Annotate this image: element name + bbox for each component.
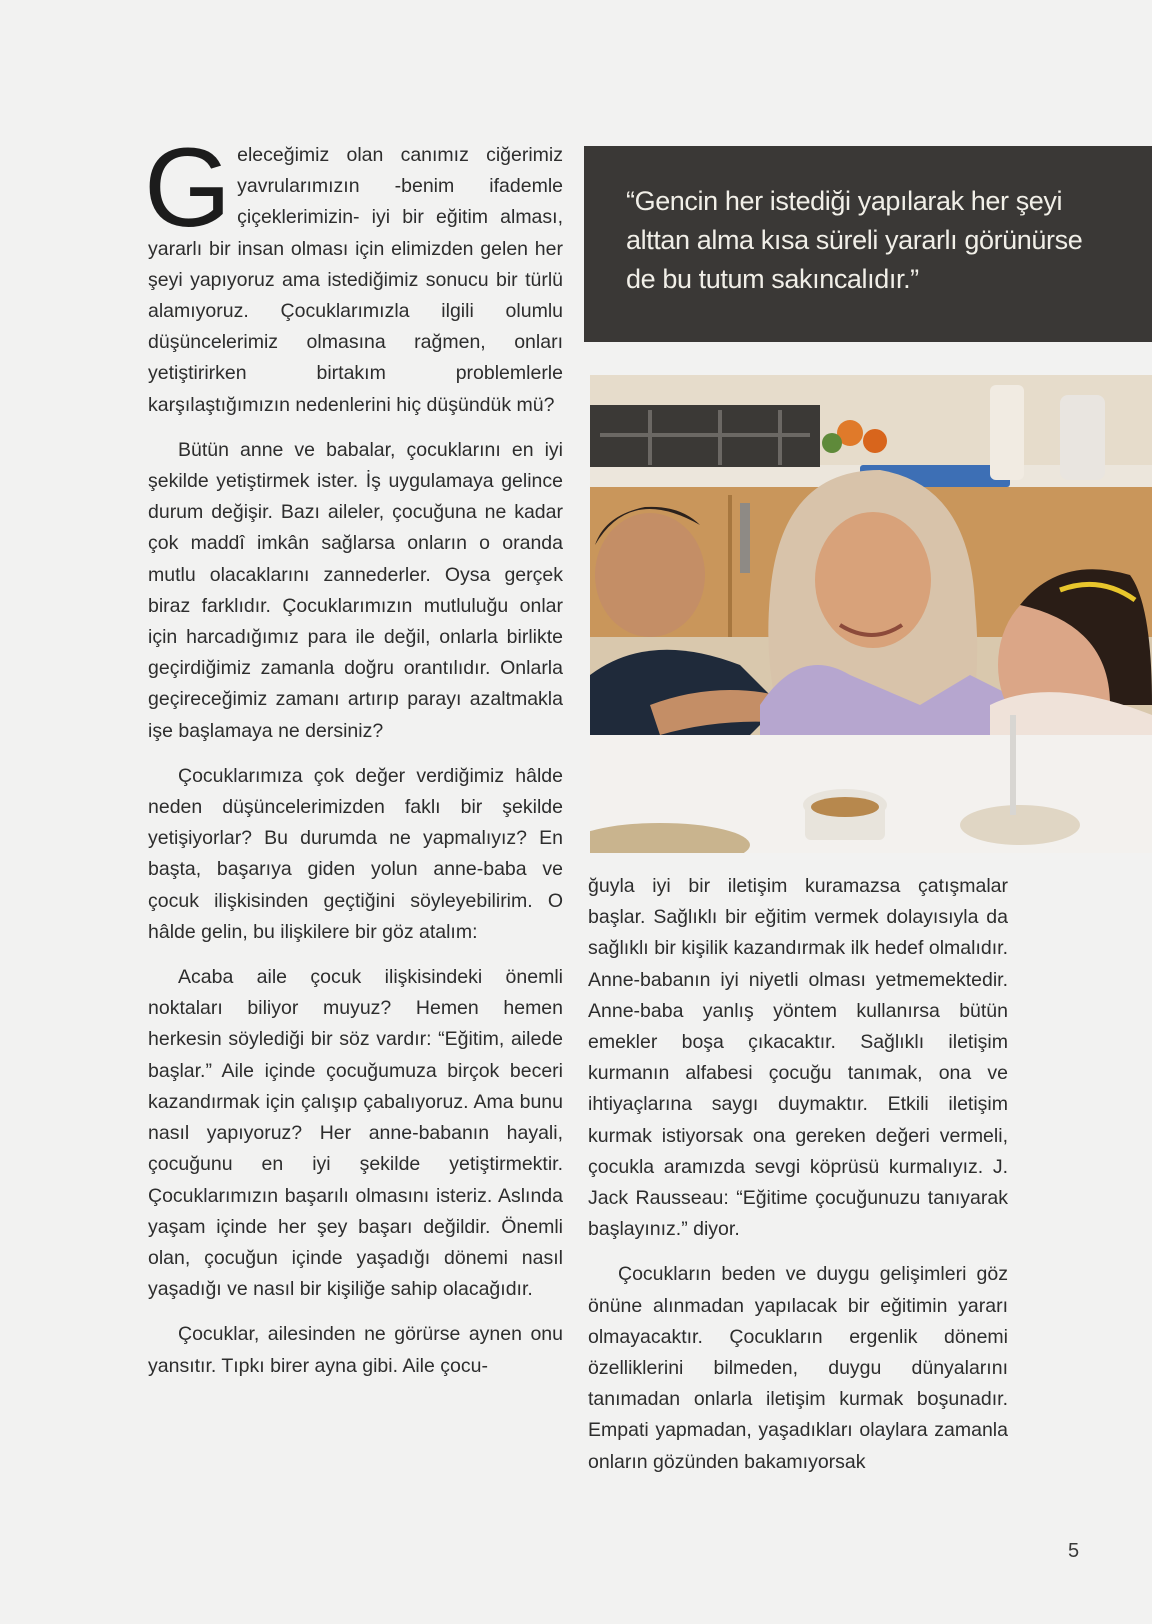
family-photo (590, 375, 1152, 853)
pull-quote-box (584, 146, 1152, 342)
body-paragraph: Çocuklarımıza çok değer verdiğimiz hâlde neden düşüncelerimizden faklı bir şekilde yetişiyorlar? Bu durumda ne yapmalıyız? En başta, başarıya giden yolun anne-baba ve çocuk ilişkisinden geçtiğini söyleyebilirim. O hâlde gelin, bu ilişkilere bir göz atalım: (148, 764, 563, 943)
family-photo-illustration (590, 375, 1152, 853)
body-paragraph: Çocuklar, ailesinden ne görürse aynen onu yansıtır. Tıpkı birer ayna gibi. Aile çocu- (148, 1323, 563, 1377)
pull-quote: “Gencin her istediği yapılarak her şeyi alttan alma kısa süreli yararlı görünürse de bu tutum sakıncalıdır.” (626, 186, 1083, 294)
body-paragraph: Bütün anne ve babalar, çocuklarını en iyi şekilde yetiştirmek ister. İş uygulamaya gelince durum değişir. Bazı aileler, çocuğuna ne kadar çok maddî imkân sağlarsa onların o oranda mutlu olacaklarını zannederler. Oysa gerçek biraz farklıdır. Çocuklarımızın mutluluğu onlar için harcadığımız para ile değil, onlarla birlikte geçirdiğimiz zamanla doğru orantılıdır. Onlarla geçireceğimiz zamanı artırıp parayı azaltmakla işe başlamaya ne dersiniz? (148, 438, 563, 742)
drop-cap: G (144, 125, 232, 250)
intro-paragraph (144, 125, 563, 421)
right-column (588, 871, 1008, 1478)
body-paragraph: Acaba aile çocuk ilişkisindeki önemli noktaları biliyor muyuz? Hemen hemen herkesin söylediği bir söz vardır: “Eğitim, ailede başlar.” Aile içinde çocuğumuza birçok beceri kazandırmak için çalışıp çabalıyoruz. Ama bunu nasıl yapıyoruz? Her anne-babanın hayali, çocuğunu en iyi şekilde yetiştirmektir. Çocuklarımızın başarılı olmasını isteriz. Aslında yaşam içinde her şey başarı değildir. Önemli olan, çocuğun içinde yaşadığı dönemi nasıl yaşadığı ve nasıl bir kişiliğe sahip olacağıdır. (148, 966, 563, 1301)
intro-paragraph-text: eleceğimiz olan canımız ciğerimiz yavrularımızın -benim ifademle çiçeklerimizin- iyi bir eğitim alması, yararlı bir insan olması için elimizden gelen her şeyi yapıyoruz ama istediğimiz sonucu bir türlü alamıyoruz. Çocuklarımızla ilgili olumlu düşüncelerimiz olmasına rağmen, onları yetiştirirken birtakım problemlerle karşılaştığımızın nedenlerini hiç düşündük mü? (148, 144, 563, 416)
page-number: 5 (1068, 1540, 1080, 1562)
body-paragraph: ğuyla iyi bir iletişim kuramazsa çatışmalar başlar. Sağlıklı bir eğitim vermek dolayısıyla da sağlıklı bir kişilik kazandırmak ilk hedef olmalıdır. Anne-babanın iyi niyetli olması yetmemektedir. Anne-baba yanlış yöntem kullanırsa bütün emekler boşa çıkacaktır. Sağlıklı iletişim kurmanın alfabesi çocuğu tanımak, ona ve ihtiyaçlarına saygı duymaktır. Etkili iletişim kurmak istiyorsak ona gereken değeri vermeli, çocukla aramızda sevgi köprüsü kurmalıyız. J. Jack Rausseau: “Eğitime çocuğunuzu tanıyarak başlayınız.” diyor. (588, 875, 1008, 1241)
body-paragraph: Çocukların beden ve duygu gelişimleri göz önüne alınmadan yapılacak bir eğitimin yararı olmayacaktır. Çocukların ergenlik dönemi özelliklerini bilmeden, duygu dünyalarını tanımadan onlarla iletişim kurmak boşunadır. Empati yapmadan, yaşadıkları olaylara zamanla onların gözünden bakamıyorsak (588, 1263, 1008, 1473)
left-column (144, 125, 563, 1382)
